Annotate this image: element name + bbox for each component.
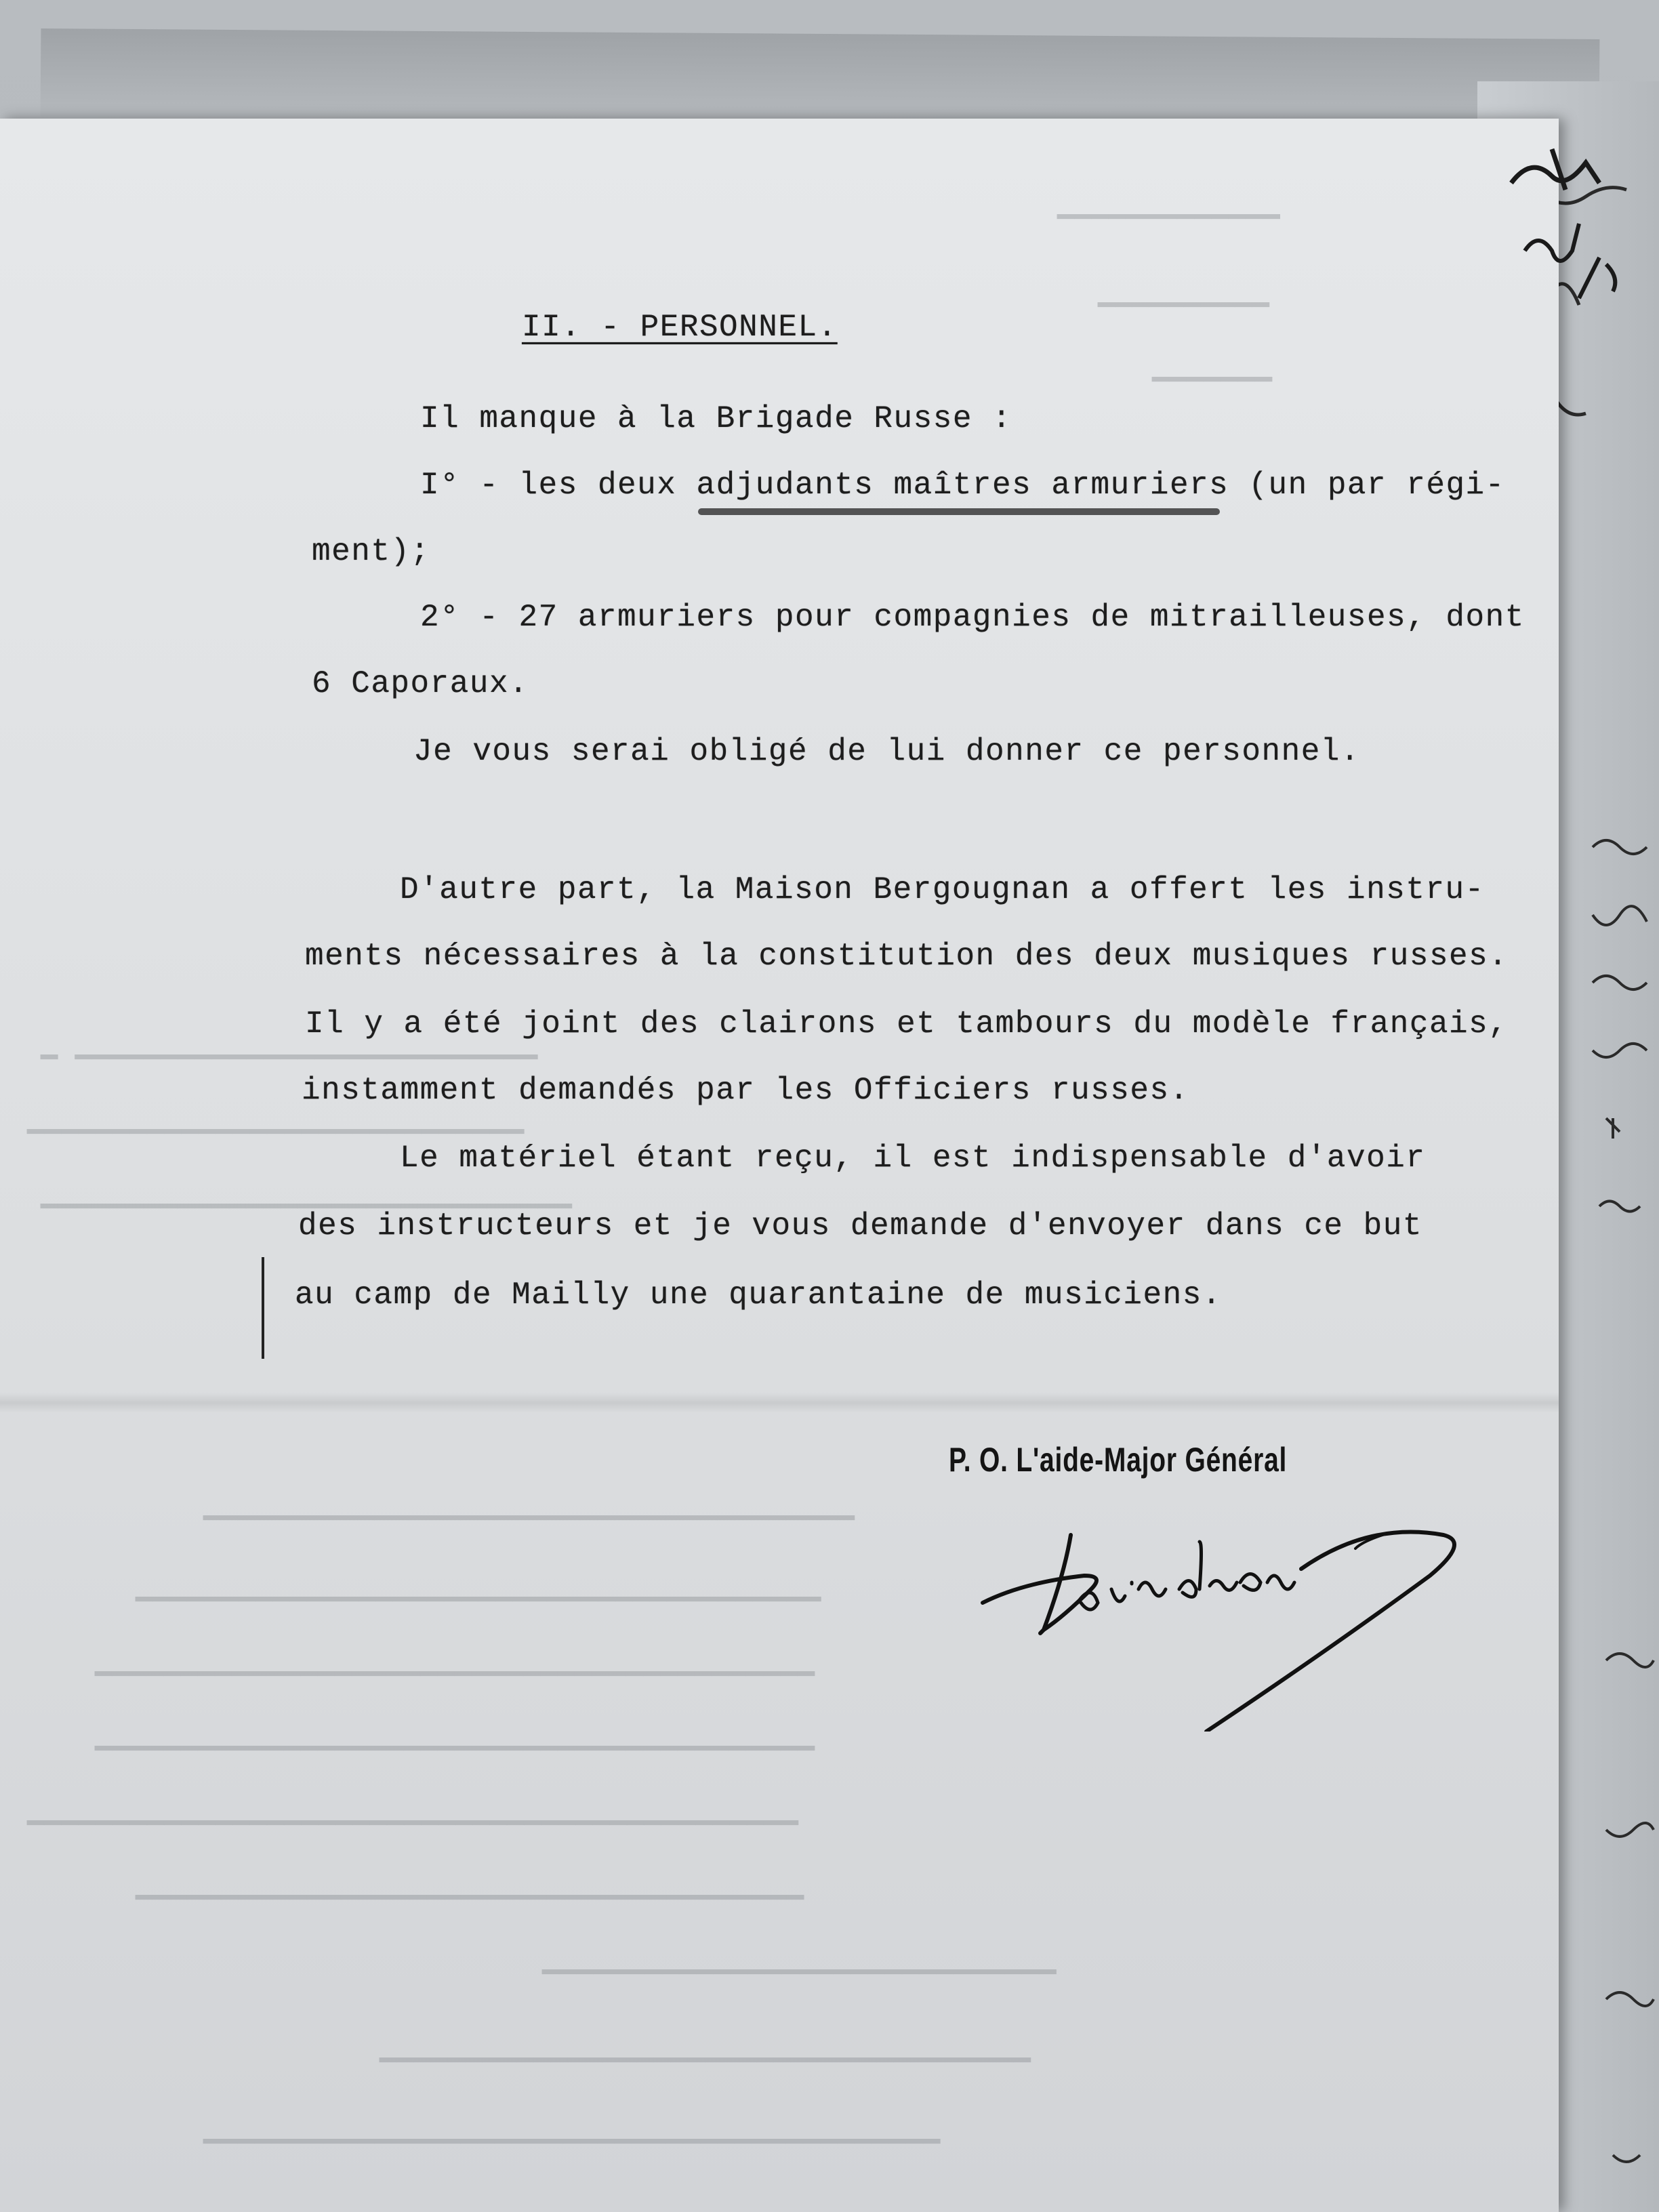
bleed-through-text: ━━━━━━━━━━━━━━━━━━━━━━━━━━━━━	[27, 1115, 525, 1148]
section-heading-text: II. - PERSONNEL.	[522, 310, 838, 345]
bleed-through-text: ━━━━━━━━━━━━━━━━━━━━━━━━━━━━━━━━━━━━━━━	[136, 1881, 804, 1914]
bleed-through-text: ━━━━━━━━━━━━━━━━━━━━━━━━━━━━━━━━━━━━━━━━━━━━━	[27, 1806, 798, 1839]
bleed-through-text: ━━━━━━━━━━━━━━━━━━━━━━━━━━━━━━━━━━━━━━━━━━	[95, 1732, 815, 1765]
music-line-2: ments nécessaires à la constitution des deux musiques russes.	[305, 939, 1509, 974]
request-line: Je vous serai obligé de lui donner ce personnel.	[413, 734, 1361, 769]
bleed-through-text: ━━━━━━━━━━━━━━━━━━━━━━━━━━━━━━	[542, 1955, 1057, 1988]
bleed-through-text: ━━━━━━━━━━	[1098, 288, 1269, 321]
section-heading	[522, 310, 838, 345]
right-sheet-heading-scrawl	[1498, 129, 1654, 332]
item-1-line	[420, 468, 1505, 503]
signature-stamp: P. O. L'aide-Major Général	[949, 1441, 1288, 1479]
bleed-through-text: ━━━━━━━━━━━━━━━━━━━━━━━━━━━━━━━━━━━━━━	[203, 1501, 855, 1534]
marker-underline	[698, 508, 1220, 515]
margin-mark	[262, 1257, 264, 1359]
bleed-through-text: ━━━━━━━	[1152, 363, 1273, 396]
item-2-line: 2° - 27 armuriers pour compagnies de mitrailleuses, dont	[420, 600, 1525, 635]
instructors-line-1: Le matériel étant reçu, il est indispensable d'avoir	[400, 1141, 1426, 1176]
heading-scrawl-icon	[1498, 129, 1654, 332]
typed-letter-page	[0, 119, 1559, 2212]
instructors-line-2: des instructeurs et je vous demande d'envoyer dans ce but	[298, 1208, 1422, 1244]
bleed-through-text: ━━━━━━━━━━━━━━━━━━━━━━━━━━━━━━━━━━━━━━━━━━	[95, 1657, 815, 1690]
item-1-suffix: (un par régi-	[1229, 468, 1505, 503]
bleed-through-text: ━━━━━━━━━━━━━━━━━━━━━━━━━━━━━━━━━━━━━━	[380, 2043, 1031, 2076]
page-fold	[0, 1393, 1559, 1413]
music-line-1: D'autre part, la Maison Bergougnan a offert les instru-	[400, 872, 1485, 907]
item-1-emphasis: adjudants maîtres armuriers	[696, 468, 1229, 503]
bleed-through-text: ━━━━━━━━━━━━━━━━━━━━━━━━━━━━━━━	[41, 1189, 572, 1223]
bleed-through-text: ━ ━━━━━━━━━━━━━━━━━━━━━━━━━━━	[41, 1040, 538, 1073]
instructors-line-3: au camp de Mailly une quarantaine de musiciens.	[295, 1277, 1222, 1313]
item-1-prefix: I° - les deux	[420, 468, 697, 503]
top-sheet-edge	[41, 28, 1600, 127]
music-line-3: Il y a été joint des clairons et tambours du modèle français,	[305, 1006, 1509, 1042]
handwritten-signature	[976, 1515, 1491, 1732]
music-line-4: instamment demandés par les Officiers russes.	[302, 1073, 1189, 1108]
bleed-through-text: ━━━━━━━━━━━━━━━━━━━━━━━━━━━━━━━━━━━━━━━━	[136, 1582, 821, 1616]
bleed-through-text: ━━━━━━━━━━━━━	[1057, 200, 1280, 233]
item-1-continuation: ment);	[312, 534, 430, 569]
intro-line: Il manque à la Brigade Russe :	[420, 401, 1012, 436]
item-2-continuation: 6 Caporaux.	[312, 666, 529, 701]
bleed-through-text: ━━━━━━━━━━━━━━━━━━━━━━━━━━━━━━━━━━━━━━━━━━━	[203, 2125, 941, 2158]
